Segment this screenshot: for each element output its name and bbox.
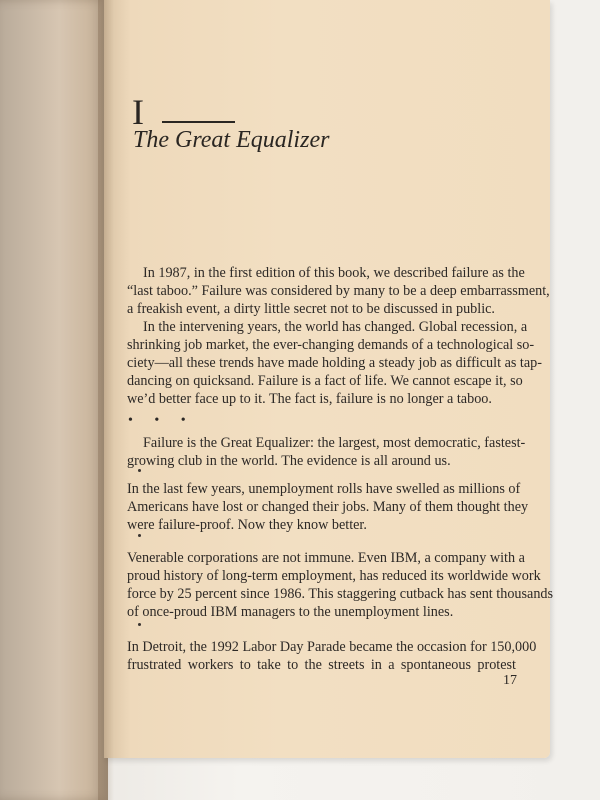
chapter-rule [162,121,235,123]
page-number: 17 [503,673,517,688]
text-line: In the intervening years, the world has changed. Global recession, a [143,319,528,335]
text-line: frustrated workers to take to the streets in a spontaneous protest [127,657,516,673]
text-line: dancing on quicksand. Failure is a fact of life. We cannot escape it, so [127,373,523,389]
text-line: “last taboo.” Failure was considered by many to be a deep embarrassment, [127,283,550,299]
text-line: a freakish event, a dirty little secret not to be discussed in public. [127,301,495,317]
text-line: Failure is the Great Equalizer: the largest, most democratic, fastest- [143,435,526,451]
page-gutter-shadow [98,0,114,800]
text-line: In 1987, in the first edition of this book, we described failure as the [143,265,525,281]
text-line: Venerable corporations are not immune. Even IBM, a company with a [127,550,525,566]
bullet-dot [138,469,141,472]
text-line: Americans have lost or changed their jobs. Many of them thought they [127,499,529,515]
section-break: • • • [128,413,195,428]
text-line: ciety—all these trends have made holding a steady job as difficult as tap- [127,355,542,371]
bullet-dot [138,623,141,626]
text-line: were failure-proof. Now they know better. [127,517,367,533]
text-line: In Detroit, the 1992 Labor Day Parade became the occasion for 150,000 [127,639,537,655]
text-line: growing club in the world. The evidence is all around us. [127,453,451,469]
text-line: force by 25 percent since 1986. This staggering cutback has sent thousands [127,586,554,602]
chapter-title: The Great Equalizer [133,127,330,153]
bullet-dot [138,534,141,537]
text-line: we’d better face up to it. The fact is, failure is no longer a taboo. [127,391,492,407]
text-line: proud history of long-term employment, has reduced its worldwide work [127,568,541,584]
text-line: shrinking job market, the ever-changing demands of a technological so- [127,337,535,353]
chapter-number: I [132,92,144,132]
text-line: In the last few years, unemployment rolls have swelled as millions of [127,481,521,497]
text-line: of once-proud IBM managers to the unemployment lines. [127,604,454,620]
left-page-edge [0,0,108,800]
